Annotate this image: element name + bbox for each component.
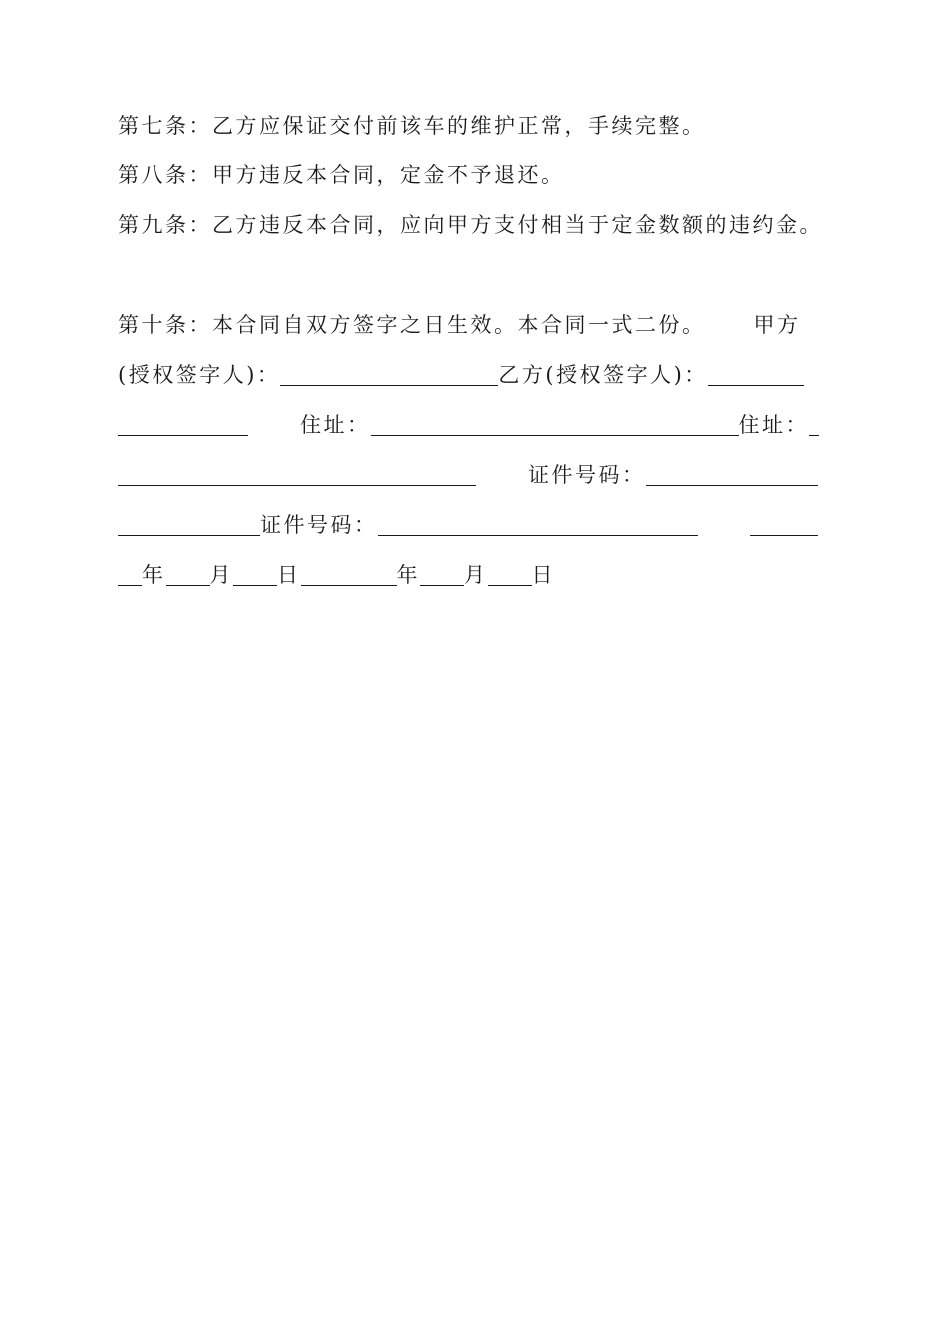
party-a-address-blank[interactable] [371, 413, 739, 436]
date-b-year-label: 年 [396, 563, 420, 587]
signer-line [118, 359, 833, 391]
article-10: 第十条：本合同自双方签字之日生效。本合同一式二份。 [118, 313, 706, 337]
address-label-a: 住址： [300, 413, 371, 437]
date-b-month-label: 月 [464, 563, 488, 587]
party-b-signature-blank-cont[interactable] [118, 413, 248, 436]
party-b-address-blank[interactable] [809, 413, 819, 436]
date-a-day-blank[interactable] [233, 563, 277, 586]
date-a-month-blank[interactable] [166, 563, 210, 586]
party-b-signer-label: 乙方(授权签字人)： [498, 363, 708, 387]
article-8: 第八条：甲方违反本合同，定金不予退还。 [118, 163, 565, 187]
date-line [118, 559, 833, 591]
address-label-b: 住址： [738, 413, 809, 437]
date-a-month-label: 月 [209, 563, 233, 587]
party-a-id-blank[interactable] [646, 463, 818, 486]
article-9: 第九条：乙方违反本合同，应向甲方支付相当于定金数额的违约金。 [118, 213, 823, 237]
id-line-2 [118, 509, 833, 541]
date-a-year-blank-cont[interactable] [118, 563, 142, 586]
date-a-year-blank[interactable] [750, 513, 818, 536]
party-a-label: 甲方 [753, 313, 801, 337]
id-label-a: 证件号码： [528, 463, 646, 487]
date-b-day-label: 日 [531, 563, 555, 587]
article-7: 第七条：乙方应保证交付前该车的维护正常，手续完整。 [118, 114, 706, 138]
article-10-line [118, 309, 833, 341]
party-b-id-blank[interactable] [378, 513, 698, 536]
id-label-b: 证件号码： [260, 513, 378, 537]
party-b-signature-blank[interactable] [708, 363, 804, 386]
id-line [118, 459, 833, 491]
date-a-day-label: 日 [277, 563, 301, 587]
party-b-address-blank-cont[interactable] [118, 463, 476, 486]
address-line [118, 409, 833, 441]
authorized-signer-a-label: (授权签字人)： [118, 363, 281, 387]
date-b-year-blank[interactable] [301, 563, 397, 586]
party-a-signature-blank[interactable] [280, 363, 498, 386]
date-a-year-label: 年 [142, 563, 166, 587]
date-b-day-blank[interactable] [488, 563, 532, 586]
date-b-month-blank[interactable] [420, 563, 464, 586]
party-a-id-blank-cont[interactable] [118, 513, 260, 536]
